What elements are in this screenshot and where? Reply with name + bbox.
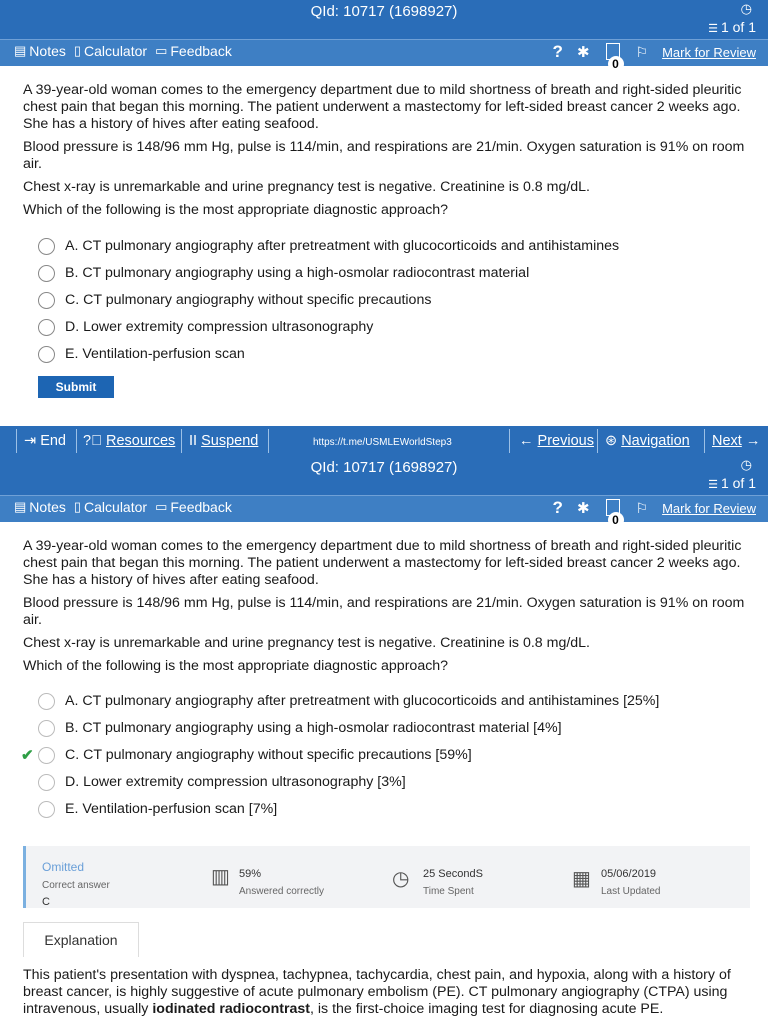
flag-icon[interactable]: ⚐	[635, 43, 649, 60]
pause-icon: II	[189, 433, 198, 449]
question-stem	[23, 82, 745, 225]
answer-choice-a: A. CT pulmonary angiography after pretreatment with glucocorticoids and antihistamines [25%]	[23, 688, 745, 715]
radio-button[interactable]	[38, 265, 55, 282]
tab-explanation[interactable]: Explanation	[23, 922, 139, 957]
time-spent: 25 SecondS	[423, 868, 483, 880]
radio-button	[38, 747, 55, 764]
suspend-button[interactable]: II Suspend	[189, 433, 259, 449]
correct-answer-value: C	[42, 896, 50, 908]
last-updated: 05/06/2019	[601, 868, 657, 880]
feedback-icon: ▭	[155, 43, 168, 58]
radio-button	[38, 720, 55, 737]
notes-icon: ▤	[14, 43, 27, 58]
list-icon: ☰	[708, 23, 718, 35]
answer-choice-c[interactable]: C. CT pulmonary angiography without specific precautions	[23, 287, 745, 314]
notes-button[interactable]: ▤ Notes	[14, 43, 66, 59]
bar-chart-icon: ▥	[211, 866, 230, 888]
stem-paragraph: Blood pressure is 148/96 mm Hg, pulse is 114/min, and respirations are 21/min. Oxygen saturation is 91% on room air.	[23, 139, 745, 172]
title-bar	[0, 0, 768, 40]
question-id: QId: 10717 (1698927)	[310, 3, 458, 20]
answer-choice-d[interactable]: D. Lower extremity compression ultrasonography	[23, 314, 745, 341]
end-button[interactable]: ⇥ End	[24, 433, 66, 449]
radio-button[interactable]	[38, 292, 55, 309]
calculator-button[interactable]: ▯ Calculator	[73, 43, 148, 59]
calendar-icon: ▦	[572, 868, 591, 890]
arrow-left-icon: ←	[519, 433, 534, 449]
feedback-icon: ▭	[155, 499, 168, 514]
divider	[16, 429, 17, 453]
question-prompt: Which of the following is the most appropriate diagnostic approach?	[23, 202, 449, 218]
calculator-icon: ▯	[73, 43, 82, 58]
answer-choice-d: D. Lower extremity compression ultrasonography [3%]	[23, 769, 745, 796]
question-stem	[23, 538, 745, 681]
compass-icon: ⊛	[605, 433, 618, 449]
correct-answer-label: Correct answer	[42, 880, 110, 891]
watermark-url: https://t.me/USMLEWorldStep3	[313, 437, 452, 448]
radio-button	[38, 693, 55, 710]
answer-choice-b: B. CT pulmonary angiography using a high-osmolar radiocontrast material [4%]	[23, 715, 745, 742]
clock-icon[interactable]: ◷	[740, 1, 752, 16]
clock-icon: ◷	[392, 868, 410, 890]
answer-choice-b[interactable]: B. CT pulmonary angiography using a high-osmolar radiocontrast material	[23, 260, 745, 287]
question-counter: ☰ 1 of 1	[708, 19, 756, 35]
flashcard-count-badge: 0	[608, 512, 624, 528]
radio-button[interactable]	[38, 319, 55, 336]
feedback-button[interactable]: ▭ Feedback	[155, 43, 232, 59]
question-prompt: Which of the following is the most appropriate diagnostic approach?	[23, 658, 449, 674]
radio-button	[38, 801, 55, 818]
divider	[597, 429, 598, 453]
stem-paragraph: Chest x-ray is unremarkable and urine pregnancy test is negative. Creatinine is 0.8 mg/dL.	[23, 179, 591, 195]
answer-choice-e: E. Ventilation-perfusion scan [7%]	[23, 796, 745, 823]
explanation-text: This patient's presentation with dyspnea, tachypnea, tachycardia, chest pain, and hypoxia, along with a history of breast cancer, is highly suggestive of acute pulmonary embolism (PE). CT pulmonary angiography (CTPA) using intravenous, usually iodinated radiocontrast, is the first-choice imaging test for diagnosing acute PE.	[23, 967, 731, 1017]
divider	[268, 429, 269, 453]
toolbar	[0, 495, 768, 527]
title-bar	[0, 456, 768, 496]
stem-paragraph: Chest x-ray is unremarkable and urine pregnancy test is negative. Creatinine is 0.8 mg/dL.	[23, 635, 591, 651]
end-icon: ⇥	[24, 433, 37, 449]
mark-for-review-button[interactable]: Mark for Review	[662, 500, 756, 516]
next-button[interactable]: Next →	[712, 433, 761, 449]
radio-button[interactable]	[38, 238, 55, 255]
answer-choice-c: ✔ C. CT pulmonary angiography without specific precautions [59%]	[21, 747, 472, 764]
help-button[interactable]: ?	[552, 498, 563, 517]
question-id: QId: 10717 (1698927)	[310, 459, 458, 476]
answer-choices	[23, 233, 745, 368]
last-updated-label: Last Updated	[601, 886, 661, 897]
stats-panel	[23, 846, 750, 908]
flashcard-button[interactable]	[604, 42, 622, 71]
help-button[interactable]: ?	[552, 42, 563, 61]
clock-icon[interactable]: ◷	[740, 457, 752, 472]
help-circle-icon: ?⃝	[83, 433, 102, 449]
stem-paragraph: Blood pressure is 148/96 mm Hg, pulse is 114/min, and respirations are 21/min. Oxygen saturation is 91% on room air.	[23, 595, 745, 628]
flashcard-count-badge: 0	[608, 56, 624, 72]
gear-icon[interactable]: ✱	[576, 44, 590, 61]
status-label: Omitted	[42, 860, 85, 874]
notes-icon: ▤	[14, 499, 27, 514]
answer-choices-result	[23, 688, 745, 823]
radio-button	[38, 774, 55, 791]
notes-button[interactable]: ▤ Notes	[14, 499, 66, 515]
flashcard-button[interactable]	[604, 498, 622, 527]
answer-choice-e[interactable]: E. Ventilation-perfusion scan	[23, 341, 745, 368]
submit-button[interactable]: Submit	[38, 376, 114, 398]
gear-icon[interactable]: ✱	[576, 500, 590, 517]
calculator-button[interactable]: ▯ Calculator	[73, 499, 148, 515]
resources-button[interactable]: ?⃝ Resources	[83, 433, 176, 449]
divider	[704, 429, 705, 453]
divider	[76, 429, 77, 453]
stem-paragraph: A 39-year-old woman comes to the emergency department due to mild shortness of breath and right-sided pleuritic chest pain that began this morning. The patient underwent a mastectomy for left-sided breast cancer 2 weeks ago. She has a history of hives after eating seafood.	[23, 538, 742, 588]
radio-button[interactable]	[38, 346, 55, 363]
calculator-icon: ▯	[73, 499, 82, 514]
question-counter: ☰ 1 of 1	[708, 475, 756, 491]
stem-paragraph: A 39-year-old woman comes to the emergency department due to mild shortness of breath and right-sided pleuritic chest pain that began this morning. The patient underwent a mastectomy for left-sided breast cancer 2 weeks ago. She has a history of hives after eating seafood.	[23, 82, 742, 132]
percent-correct: 59%	[239, 868, 262, 880]
bottom-nav-bar	[0, 426, 768, 458]
checkmark-icon: ✔	[21, 747, 34, 764]
previous-button[interactable]: ← Previous	[519, 433, 594, 449]
list-icon: ☰	[708, 479, 718, 491]
divider	[181, 429, 182, 453]
navigation-button[interactable]: ⊛ Navigation	[605, 433, 690, 449]
time-spent-label: Time Spent	[423, 886, 474, 897]
percent-correct-label: Answered correctly	[239, 886, 325, 897]
answer-choice-a[interactable]: A. CT pulmonary angiography after pretreatment with glucocorticoids and antihistamines	[23, 233, 745, 260]
mark-for-review-button[interactable]: Mark for Review	[662, 44, 756, 60]
flag-icon[interactable]: ⚐	[635, 499, 649, 516]
arrow-right-icon: →	[745, 433, 761, 449]
divider	[509, 429, 510, 453]
toolbar	[0, 39, 768, 71]
feedback-button[interactable]: ▭ Feedback	[155, 499, 232, 515]
